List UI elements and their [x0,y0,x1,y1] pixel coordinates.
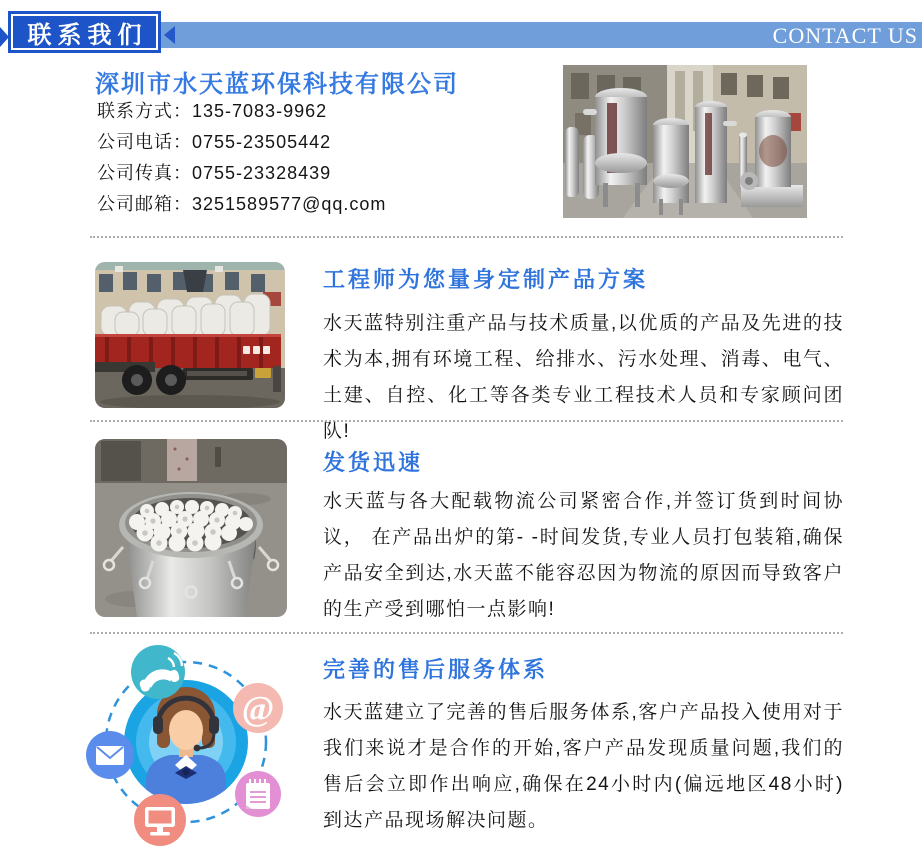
truck-photo [95,262,285,408]
contact-row-fax [97,158,386,189]
equipment-photo [563,65,807,218]
section-title-custom-solutions: 工程师为您量身定制产品方案 [323,267,649,292]
contact-row-phone [97,127,386,158]
section-body-custom-solutions: 水天蓝特别注重产品与技术质量,以优质的产品及先进的技术为本,拥有环境工程、给排水、污水处理、消毒、电气、土建、自控、化工等各类专业工程技术人员和专家顾问团队! [323,313,844,442]
customer-service-illustration [80,642,292,848]
contact-label: 联系方式： [97,101,192,121]
notepad-icon [235,771,281,817]
phone-icon [131,645,185,699]
contact-value: 135-7083-9962 [192,101,328,121]
section-title-after-sales: 完善的售后服务体系 [323,657,549,682]
contact-value: 3251589577@qq.com [192,194,387,214]
dotted-divider [90,632,843,634]
section-body-after-sales: 水天蓝建立了完善的售后服务体系,客户产品投入使用对于我们来说才是合作的开始,客户产品发现质量问题,我们的售后会立即作出响应,确保在24小时内(偏远地区48小时)到达产品现场解决问题。 [323,702,844,831]
contact-row-mobile [97,96,386,127]
monitor-icon [134,794,186,846]
section-body-fast-shipping: 水天蓝与各大配载物流公司紧密合作,并签订货到时间协议， 在产品出炉的第- -时间发货,专业人员打包装箱,确保产品安全到达,水天蓝不能容忍因为物流的原因而导致客户的生产受到哪怕一点影响! [323,491,844,620]
left-notch-icon [164,26,175,44]
dotted-divider [90,420,843,422]
contact-list [97,96,386,220]
contact-label: 公司邮箱： [97,194,192,214]
contact-us-label: CONTACT US [772,23,918,48]
header-bar [161,22,922,48]
contact-value: 0755-23505442 [192,132,332,152]
at-icon [233,683,283,733]
section-title-fast-shipping: 发货迅速 [323,450,424,475]
filter-housing-photo [95,439,287,617]
contact-value: 0755-23328439 [192,163,332,183]
contact-label: 公司电话： [97,132,192,152]
contact-row-email [97,189,386,220]
contact-label: 公司传真： [97,163,192,183]
dotted-divider [90,236,843,238]
svg-text:@: @ [241,689,275,728]
envelope-icon [86,731,134,779]
contact-tab-badge[interactable]: 联系我们 [8,11,161,53]
company-name: 深圳市水天蓝环保科技有限公司 [95,71,459,98]
